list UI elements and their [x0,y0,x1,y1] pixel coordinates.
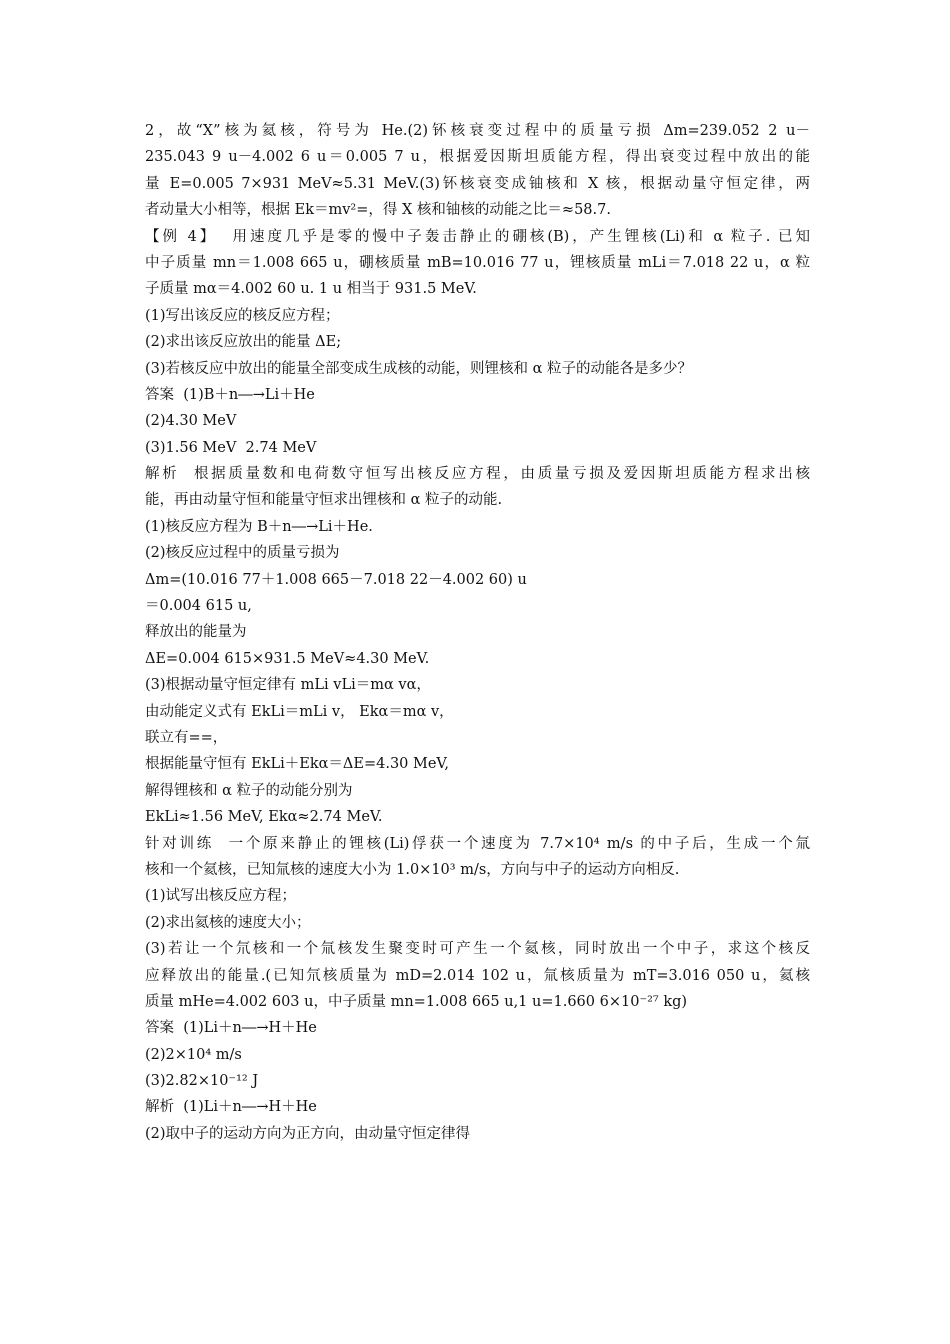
text-line: (2)4.30 MeV [145,413,237,430]
text-line: 质量 mHe=4.002 603 u，中子质量 mn=1.008 665 u,1 u=1.660 6×10⁻²⁷ kg) [145,993,688,1010]
text-line: 解析 (1)Li＋n―→H＋He [145,1099,317,1116]
text-line: Δm=(10.016 77＋1.008 665－7.018 22－4.002 60) u [145,571,527,588]
text-line: 能，再由动量守恒和能量守恒求出锂核和 α 粒子的动能. [145,492,503,509]
text-line: (1)核反应方程为 B＋n―→Li＋He. [145,518,373,535]
text-line: 答案 (1)Li＋n―→H＋He [145,1020,317,1037]
text-line: (3)若让一个氘核和一个氚核发生聚变时可产生一个氦核，同时放出一个中子，求这个核反 [145,941,810,958]
text-line: 答案 (1)B＋n―→Li＋He [145,386,315,403]
text-line: 联立有==， [145,729,228,746]
text-line: 解得锂核和 α 粒子的动能分别为 [145,782,353,799]
text-line: ΔE=0.004 615×931.5 MeV≈4.30 MeV. [145,650,430,667]
text-line: (3)2.82×10⁻¹² J [145,1073,259,1090]
text-line: ＝0.004 615 u, [145,598,252,615]
text-line: 应释放出的能量.(已知氘核质量为 mD=2.014 102 u，氚核质量为 mT=3.016 050 u，氦核 [145,967,810,984]
text-line: 解析 根据质量数和电荷数守恒写出核反应方程，由质量亏损及爱因斯坦质能方程求出核 [145,466,810,483]
text-line: 中子质量 mn＝1.008 665 u，硼核质量 mB=10.016 77 u，锂核质量 mLi＝7.018 22 u，α 粒 [145,254,810,271]
text-line: 核和一个氦核，已知氚核的速度大小为 1.0×10³ m/s，方向与中子的运动方向相反. [145,861,680,878]
text-line: 子质量 mα＝4.002 60 u. 1 u 相当于 931.5 MeV. [145,281,477,298]
text-line: (2)核反应过程中的质量亏损为 [145,545,340,562]
text-line: EkLi≈1.56 MeV, Ekα≈2.74 MeV. [145,809,383,826]
text-line: (1)写出该反应的核反应方程； [145,307,340,324]
text-line: 量 E=0.005 7×931 MeV≈5.31 MeV.(3)钚核衰变成铀核和 X 核，根据动量守恒定律，两 [145,175,810,192]
text-line: (3)根据动量守恒定律有 mLi vLi＝mα vα， [145,677,431,694]
document-page [145,118,810,1147]
text-line: 根据能量守恒有 EkLi＋Ekα＝ΔE=4.30 MeV, [145,756,449,773]
text-line: 释放出的能量为 [145,624,247,641]
text-line: (3)1.56 MeV 2.74 MeV [145,439,317,456]
text-line: (2)2×10⁴ m/s [145,1046,242,1063]
text-line: 针对训练 一个原来静止的锂核(Li)俘获一个速度为 7.7×10⁴ m/s 的中子后，生成一个氚 [145,835,810,852]
text-line: 【例 4】 用速度几乎是零的慢中子轰击静止的硼核(B)，产生锂核(Li)和 α 粒子. 已知 [145,228,810,245]
text-line: (2)求出该反应放出的能量 ΔE; [145,334,342,351]
text-line: 者动量大小相等，根据 Ek＝mv²=，得 X 核和铀核的动能之比＝≈58.7. [145,202,611,219]
text-line: (3)若核反应中放出的能量全部变成生成核的动能，则锂核和 α 粒子的动能各是多少？ [145,360,693,377]
text-line: 由动能定义式有 EkLi＝mLi v， Ekα＝mα v， [145,703,454,720]
text-line: 2，故“X”核为氦核，符号为 He.(2)钚核衰变过程中的质量亏损 Δm=239.052 2 u－ [145,123,810,139]
text-line: 235.043 9 u－4.002 6 u＝0.005 7 u，根据爱因斯坦质能方程，得出衰变过程中放出的能 [145,149,810,166]
text-line: (2)取中子的运动方向为正方向，由动量守恒定律得 [145,1125,471,1142]
text-line: (2)求出氦核的速度大小； [145,914,311,931]
text-line: (1)试写出核反应方程； [145,888,297,905]
